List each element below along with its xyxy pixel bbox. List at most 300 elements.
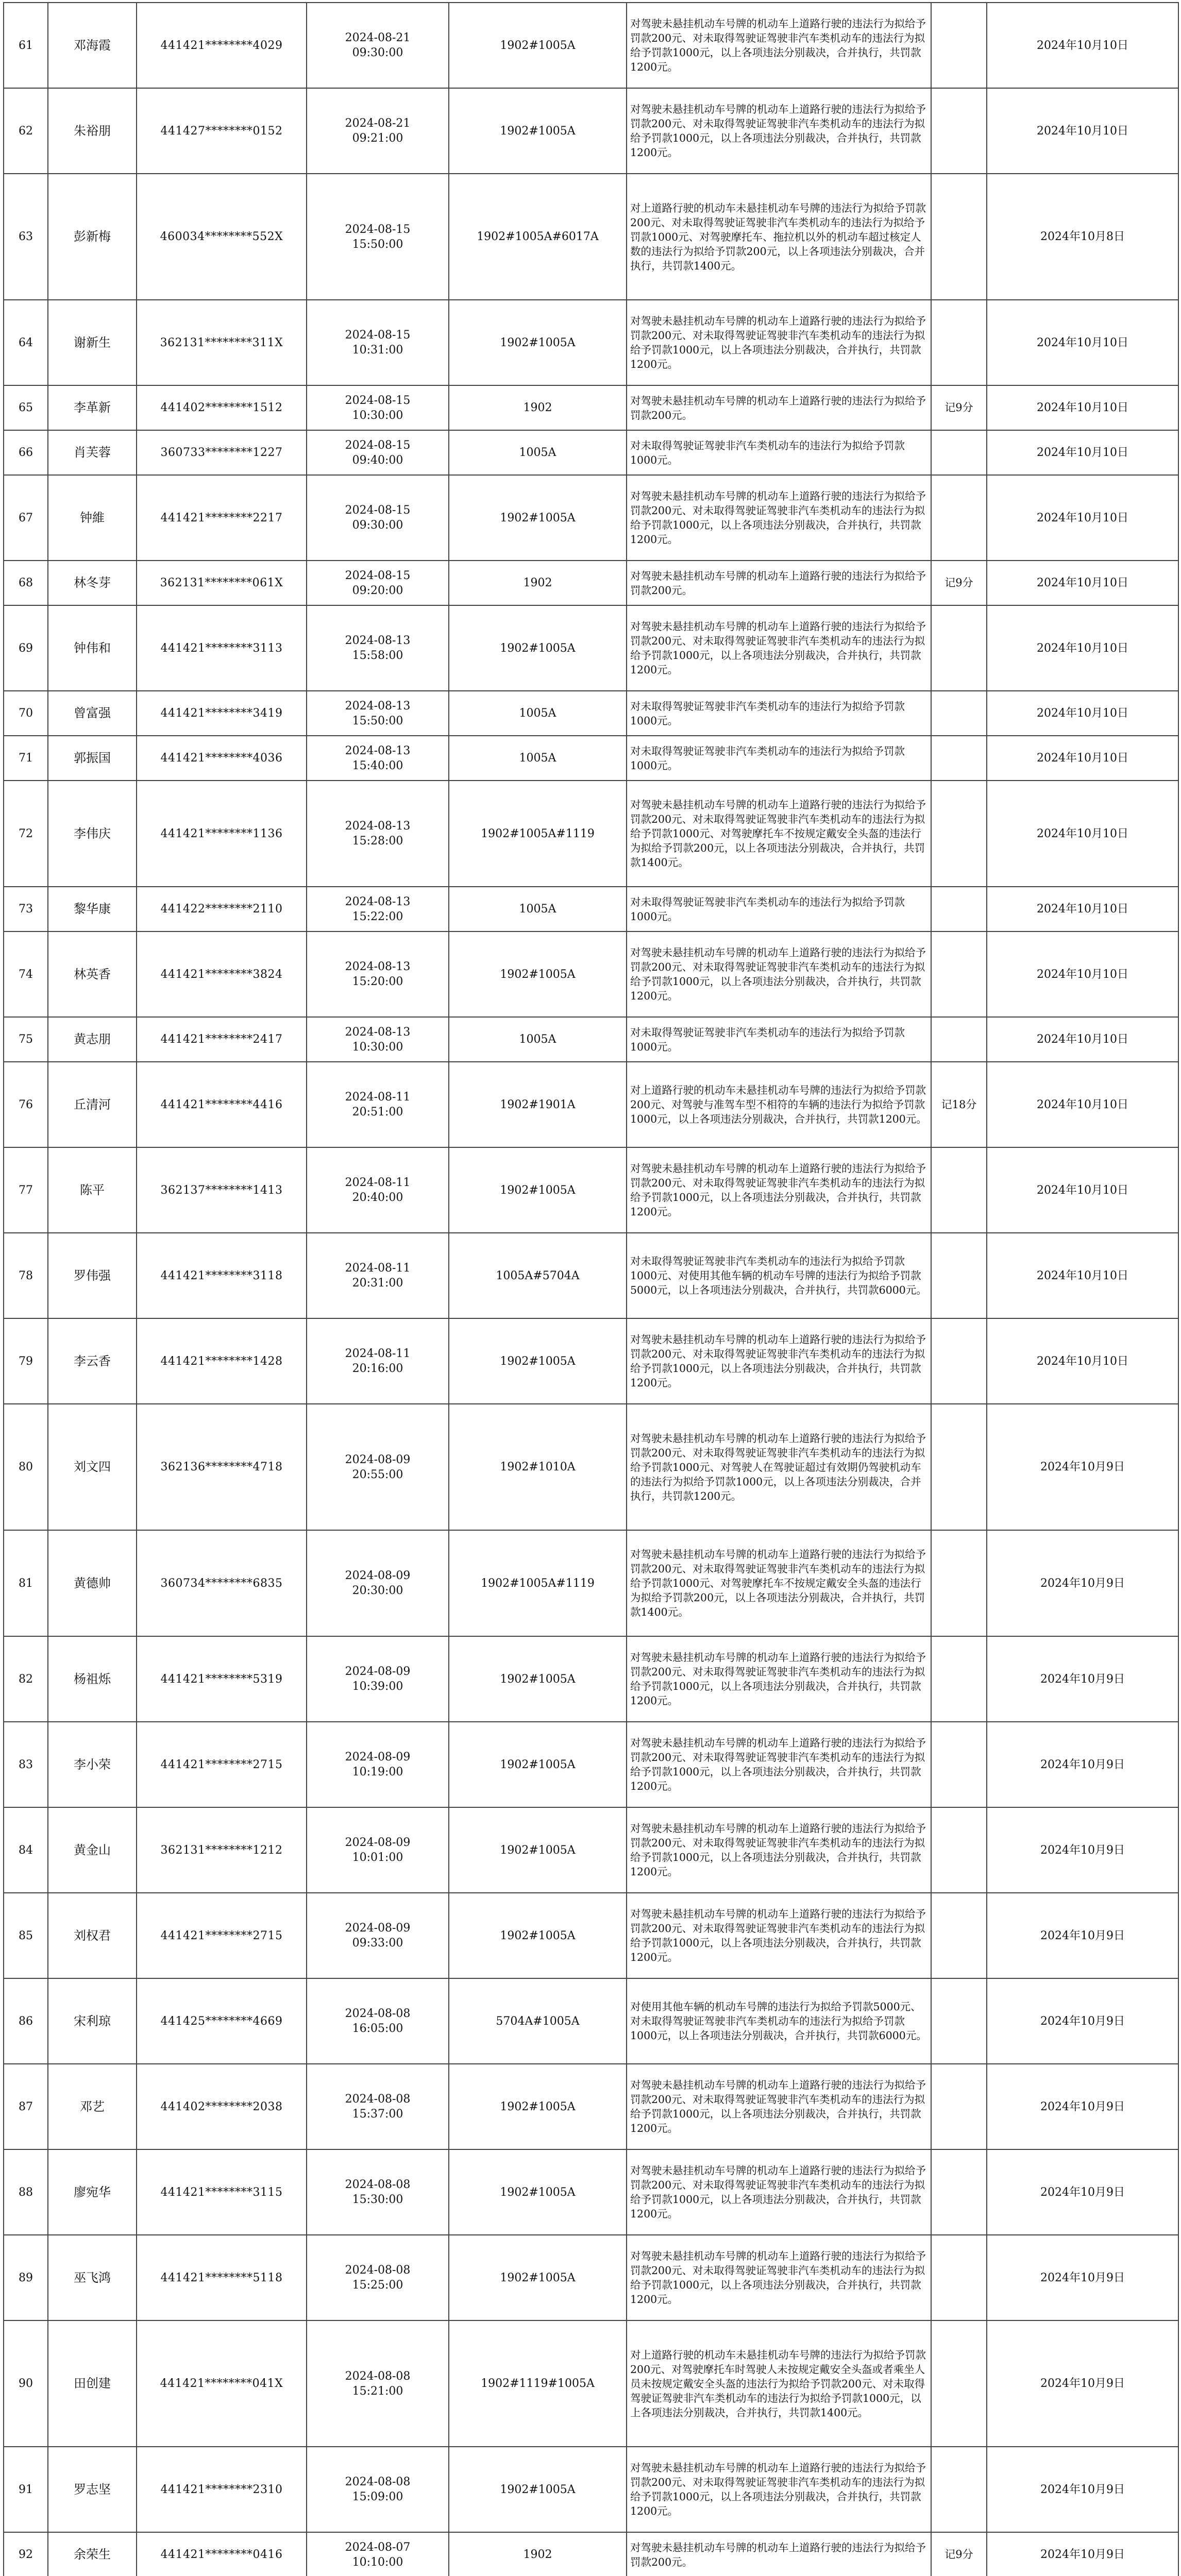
violation-time: 20:30:00 [352, 1584, 403, 1597]
violation-code: 1902 [449, 2532, 627, 2576]
table-row [4, 1530, 1178, 1636]
violation-date: 2024-08-21 [345, 117, 411, 130]
row-number: 61 [4, 3, 48, 88]
table-row [4, 1318, 1178, 1404]
table-row [4, 1233, 1178, 1318]
violation-code: 1005A [449, 887, 627, 931]
id-number: 441421********4029 [137, 3, 307, 88]
decision-date: 2024年10月9日 [987, 2064, 1178, 2149]
table-row [4, 300, 1178, 385]
decision-date: 2024年10月9日 [987, 1530, 1178, 1636]
person-name: 罗伟强 [48, 1233, 137, 1318]
violation-code: 1902#1005A#1119 [449, 781, 627, 887]
row-number: 62 [4, 88, 48, 174]
violation-code: 1902#1005A#1119 [449, 1530, 627, 1636]
person-name: 廖宛华 [48, 2149, 137, 2235]
violation-time: 15:40:00 [352, 759, 403, 772]
decision-date: 2024年10月10日 [987, 691, 1178, 736]
violation-datetime [307, 736, 449, 781]
violation-code: 1902#1119#1005A [449, 2320, 627, 2447]
violation-time: 15:09:00 [352, 2490, 403, 2503]
decision-date: 2024年10月9日 [987, 2532, 1178, 2576]
violation-description: 对驾驶未悬挂机动车号牌的机动车上道路行驶的违法行为拟给予罚款200元、对未取得驾驶证驾驶非汽车类机动车的违法行为拟给予罚款1000元，以上各项违法分别裁决，合并执行，共罚款1200元。 [627, 300, 931, 385]
table-row [4, 1893, 1178, 1978]
violation-code: 1005A#5704A [449, 1233, 627, 1318]
decision-date: 2024年10月10日 [987, 475, 1178, 561]
violation-datetime [307, 1807, 449, 1893]
table-row [4, 561, 1178, 605]
row-number: 84 [4, 1807, 48, 1893]
violation-datetime [307, 2149, 449, 2235]
violation-date: 2024-08-07 [345, 2540, 411, 2554]
violation-date: 2024-08-13 [345, 960, 411, 973]
person-name: 丘清河 [48, 1062, 137, 1147]
violation-datetime [307, 430, 449, 475]
id-number: 441421********0416 [137, 2532, 307, 2576]
row-number: 64 [4, 300, 48, 385]
violation-datetime [307, 1017, 449, 1062]
violation-time: 09:33:00 [352, 1937, 403, 1950]
person-name: 李小荣 [48, 1722, 137, 1807]
table-row [4, 1807, 1178, 1893]
violation-date: 2024-08-11 [345, 1262, 411, 1275]
violation-description: 对驾驶未悬挂机动车号牌的机动车上道路行驶的违法行为拟给予罚款200元、对未取得驾驶证驾驶非汽车类机动车的违法行为拟给予罚款1000元，以上各项违法分别裁决，合并执行，共罚款1200元。 [627, 1893, 931, 1978]
violation-time: 09:20:00 [352, 584, 403, 597]
violation-time: 15:25:00 [352, 2279, 403, 2292]
penalty-points [931, 781, 987, 887]
penalty-points [931, 887, 987, 931]
violation-time: 15:28:00 [352, 835, 403, 848]
violation-description: 对驾驶未悬挂机动车号牌的机动车上道路行驶的违法行为拟给予罚款200元、对未取得驾驶证驾驶非汽车类机动车的违法行为拟给予罚款1000元，以上各项违法分别裁决，合并执行，共罚款1200元。 [627, 2064, 931, 2149]
violation-code: 1902#1005A [449, 475, 627, 561]
violation-date: 2024-08-15 [345, 329, 411, 342]
id-number: 362131********311X [137, 300, 307, 385]
id-number: 362137********1413 [137, 1147, 307, 1233]
violation-datetime [307, 2532, 449, 2576]
violation-time: 20:16:00 [352, 1362, 403, 1375]
violation-description: 对驾驶未悬挂机动车号牌的机动车上道路行驶的违法行为拟给予罚款200元、对未取得驾驶证驾驶非汽车类机动车的违法行为拟给予罚款1000元，以上各项违法分别裁决，合并执行，共罚款1200元。 [627, 2447, 931, 2532]
decision-date: 2024年10月9日 [987, 2149, 1178, 2235]
violation-time: 10:01:00 [352, 1851, 403, 1864]
violation-datetime [307, 475, 449, 561]
penalty-points [931, 2064, 987, 2149]
row-number: 71 [4, 736, 48, 781]
violation-date: 2024-08-08 [345, 2476, 411, 2488]
id-number: 441421********1428 [137, 1318, 307, 1404]
penalty-points [931, 931, 987, 1017]
violation-time: 15:50:00 [352, 714, 403, 727]
violation-time: 10:10:00 [352, 2555, 403, 2569]
row-number: 79 [4, 1318, 48, 1404]
violation-time: 09:21:00 [352, 132, 403, 145]
id-number: 441421********4416 [137, 1062, 307, 1147]
violation-time: 10:39:00 [352, 1680, 403, 1693]
violation-time: 20:40:00 [352, 1191, 403, 1204]
table-row [4, 1404, 1178, 1530]
table-row [4, 2532, 1178, 2576]
penalty-points [931, 1147, 987, 1233]
violation-date: 2024-08-15 [345, 223, 411, 236]
violation-time: 20:31:00 [352, 1277, 403, 1290]
person-name: 黄金山 [48, 1807, 137, 1893]
row-number: 67 [4, 475, 48, 561]
violation-code: 1902#1005A [449, 1893, 627, 1978]
person-name: 黎华康 [48, 887, 137, 931]
violation-code: 1902#1005A [449, 2235, 627, 2320]
table-row [4, 887, 1178, 931]
table-row [4, 2320, 1178, 2447]
violation-datetime [307, 931, 449, 1017]
violation-code: 1902#1005A [449, 931, 627, 1017]
penalty-points [931, 2235, 987, 2320]
person-name: 李云香 [48, 1318, 137, 1404]
id-number: 362131********061X [137, 561, 307, 605]
penalty-table [3, 2, 1179, 2576]
violation-time: 10:19:00 [352, 1766, 403, 1778]
table-row [4, 3, 1178, 88]
violation-description: 对驾驶未悬挂机动车号牌的机动车上道路行驶的违法行为拟给予罚款200元。 [627, 385, 931, 430]
row-number: 75 [4, 1017, 48, 1062]
violation-description: 对驾驶未悬挂机动车号牌的机动车上道路行驶的违法行为拟给予罚款200元。 [627, 2532, 931, 2576]
violation-date: 2024-08-09 [345, 1836, 411, 1849]
table-row [4, 88, 1178, 174]
person-name: 朱裕朋 [48, 88, 137, 174]
table-row [4, 430, 1178, 475]
decision-date: 2024年10月10日 [987, 300, 1178, 385]
table-row [4, 1978, 1178, 2064]
penalty-points [931, 3, 987, 88]
violation-description: 对驾驶未悬挂机动车号牌的机动车上道路行驶的违法行为拟给予罚款200元、对未取得驾驶证驾驶非汽车类机动车的违法行为拟给予罚款1000元、对驾驶摩托车不按规定戴安全头盔的违法行为拟给予罚款200元，以上各项违法分别裁决，合并执行，共罚款1400元。 [627, 1530, 931, 1636]
penalty-points [931, 1530, 987, 1636]
violation-time: 16:05:00 [352, 2022, 403, 2035]
violation-description: 对驾驶未悬挂机动车号牌的机动车上道路行驶的违法行为拟给予罚款200元。 [627, 561, 931, 605]
penalty-points: 记18分 [931, 1062, 987, 1147]
violation-description: 对上道路行驶的机动车未悬挂机动车号牌的违法行为拟给予罚款200元、对驾驶摩托车时驾驶人未按规定戴安全头盔或者乘坐人员未按规定戴安全头盔的违法行为拟给予罚款200元、对未取得驾驶证驾驶非汽车类机动车的违法行为拟给予罚款1000元，以上各项违法分别裁决，合并执行，共罚款1400元。 [627, 2320, 931, 2447]
violation-time: 20:55:00 [352, 1468, 403, 1481]
penalty-points: 记9分 [931, 385, 987, 430]
id-number: 362136********4718 [137, 1404, 307, 1530]
violation-description: 对未取得驾驶证驾驶非汽车类机动车的违法行为拟给予罚款1000元。 [627, 691, 931, 736]
row-number: 82 [4, 1636, 48, 1722]
penalty-points [931, 2320, 987, 2447]
id-number: 441421********3824 [137, 931, 307, 1017]
person-name: 黄志朋 [48, 1017, 137, 1062]
penalty-points [931, 736, 987, 781]
decision-date: 2024年10月10日 [987, 385, 1178, 430]
violation-datetime [307, 2447, 449, 2532]
id-number: 360733********1227 [137, 430, 307, 475]
violation-date: 2024-08-11 [345, 1176, 411, 1189]
violation-description: 对驾驶未悬挂机动车号牌的机动车上道路行驶的违法行为拟给予罚款200元、对未取得驾驶证驾驶非汽车类机动车的违法行为拟给予罚款1000元，以上各项违法分别裁决，合并执行，共罚款1200元。 [627, 931, 931, 1017]
penalty-points [931, 1722, 987, 1807]
violation-time: 20:51:00 [352, 1106, 403, 1118]
decision-date: 2024年10月10日 [987, 561, 1178, 605]
violation-description: 对驾驶未悬挂机动车号牌的机动车上道路行驶的违法行为拟给予罚款200元、对未取得驾驶证驾驶非汽车类机动车的违法行为拟给予罚款1000元、对驾驶摩托车不按规定戴安全头盔的违法行为拟给予罚款200元，以上各项违法分别裁决，合并执行，共罚款1400元。 [627, 781, 931, 887]
id-number: 441421********3118 [137, 1233, 307, 1318]
row-number: 81 [4, 1530, 48, 1636]
penalty-points [931, 1807, 987, 1893]
violation-description: 对未取得驾驶证驾驶非汽车类机动车的违法行为拟给予罚款1000元。 [627, 736, 931, 781]
person-name: 肖芙蓉 [48, 430, 137, 475]
row-number: 88 [4, 2149, 48, 2235]
penalty-points [931, 430, 987, 475]
penalty-points [931, 605, 987, 691]
row-number: 89 [4, 2235, 48, 2320]
violation-time: 15:50:00 [352, 238, 403, 251]
violation-code: 1902#1005A [449, 300, 627, 385]
violation-datetime [307, 605, 449, 691]
violation-code: 1902#1005A [449, 88, 627, 174]
violation-description: 对驾驶未悬挂机动车号牌的机动车上道路行驶的违法行为拟给予罚款200元、对未取得驾驶证驾驶非汽车类机动车的违法行为拟给予罚款1000元，以上各项违法分别裁决，合并执行，共罚款1200元。 [627, 605, 931, 691]
violation-datetime [307, 1404, 449, 1530]
violation-description: 对未取得驾驶证驾驶非汽车类机动车的违法行为拟给予罚款1000元。 [627, 887, 931, 931]
decision-date: 2024年10月9日 [987, 2320, 1178, 2447]
decision-date: 2024年10月10日 [987, 1062, 1178, 1147]
violation-code: 1902#1005A [449, 605, 627, 691]
id-number: 441422********2110 [137, 887, 307, 931]
person-name: 郭振国 [48, 736, 137, 781]
person-name: 刘权君 [48, 1893, 137, 1978]
violation-description: 对驾驶未悬挂机动车号牌的机动车上道路行驶的违法行为拟给予罚款200元、对未取得驾驶证驾驶非汽车类机动车的违法行为拟给予罚款1000元，以上各项违法分别裁决，合并执行，共罚款1200元。 [627, 1636, 931, 1722]
table-row [4, 1062, 1178, 1147]
violation-code: 1902#1005A [449, 2064, 627, 2149]
person-name: 巫飞鸿 [48, 2235, 137, 2320]
row-number: 63 [4, 174, 48, 300]
violation-datetime [307, 1893, 449, 1978]
person-name: 曾富强 [48, 691, 137, 736]
id-number: 441421********2310 [137, 2447, 307, 2532]
penalty-points [931, 691, 987, 736]
violation-datetime [307, 887, 449, 931]
person-name: 钟伟和 [48, 605, 137, 691]
id-number: 441427********0152 [137, 88, 307, 174]
row-number: 70 [4, 691, 48, 736]
violation-datetime [307, 1147, 449, 1233]
violation-date: 2024-08-09 [345, 1453, 411, 1466]
violation-datetime [307, 385, 449, 430]
person-name: 彭新梅 [48, 174, 137, 300]
penalty-points: 记9分 [931, 2532, 987, 2576]
violation-date: 2024-08-13 [345, 820, 411, 833]
person-name: 李伟庆 [48, 781, 137, 887]
decision-date: 2024年10月10日 [987, 88, 1178, 174]
penalty-points [931, 2149, 987, 2235]
penalty-points [931, 2447, 987, 2532]
decision-date: 2024年10月10日 [987, 1147, 1178, 1233]
decision-date: 2024年10月10日 [987, 1017, 1178, 1062]
violation-datetime [307, 1722, 449, 1807]
id-number: 441421********4036 [137, 736, 307, 781]
violation-code: 1902#1005A [449, 1722, 627, 1807]
violation-datetime [307, 561, 449, 605]
violation-time: 15:37:00 [352, 2108, 403, 2121]
decision-date: 2024年10月10日 [987, 887, 1178, 931]
violation-description: 对驾驶未悬挂机动车号牌的机动车上道路行驶的违法行为拟给予罚款200元、对未取得驾驶证驾驶非汽车类机动车的违法行为拟给予罚款1000元，以上各项违法分别裁决，合并执行，共罚款1200元。 [627, 3, 931, 88]
violation-time: 10:30:00 [352, 409, 403, 422]
decision-date: 2024年10月10日 [987, 781, 1178, 887]
violation-time: 10:31:00 [352, 344, 403, 357]
row-number: 69 [4, 605, 48, 691]
decision-date: 2024年10月10日 [987, 931, 1178, 1017]
violation-datetime [307, 2320, 449, 2447]
violation-description: 对未取得驾驶证驾驶非汽车类机动车的违法行为拟给予罚款1000元。 [627, 1017, 931, 1062]
violation-description: 对驾驶未悬挂机动车号牌的机动车上道路行驶的违法行为拟给予罚款200元、对未取得驾驶证驾驶非汽车类机动车的违法行为拟给予罚款1000元，以上各项违法分别裁决，合并执行，共罚款1200元。 [627, 1147, 931, 1233]
violation-date: 2024-08-15 [345, 569, 411, 582]
penalty-points [931, 1893, 987, 1978]
table-row [4, 1147, 1178, 1233]
table-row [4, 1636, 1178, 1722]
table-row [4, 605, 1178, 691]
person-name: 陈平 [48, 1147, 137, 1233]
person-name: 刘文四 [48, 1404, 137, 1530]
row-number: 80 [4, 1404, 48, 1530]
row-number: 78 [4, 1233, 48, 1318]
person-name: 余荣生 [48, 2532, 137, 2576]
violation-code: 1902#1901A [449, 1062, 627, 1147]
id-number: 441421********3419 [137, 691, 307, 736]
table-row [4, 691, 1178, 736]
person-name: 宋利琼 [48, 1978, 137, 2064]
violation-code: 1902#1005A [449, 1318, 627, 1404]
row-number: 65 [4, 385, 48, 430]
table-row [4, 1722, 1178, 1807]
id-number: 441421********5118 [137, 2235, 307, 2320]
penalty-points [931, 1404, 987, 1530]
violation-date: 2024-08-09 [345, 1569, 411, 1582]
row-number: 66 [4, 430, 48, 475]
violation-datetime [307, 1978, 449, 2064]
decision-date: 2024年10月9日 [987, 1893, 1178, 1978]
row-number: 77 [4, 1147, 48, 1233]
table-row [4, 2149, 1178, 2235]
penalty-points [931, 1017, 987, 1062]
id-number: 441421********1136 [137, 781, 307, 887]
violation-description: 对使用其他车辆的机动车号牌的违法行为拟给予罚款5000元、对未取得驾驶证驾驶非汽车类机动车的违法行为拟给予罚款1000元，以上各项违法分别裁决，合并执行，共罚款6000元。 [627, 1978, 931, 2064]
row-number: 73 [4, 887, 48, 931]
violation-time: 09:30:00 [352, 519, 403, 532]
violation-date: 2024-08-21 [345, 31, 411, 44]
table-row [4, 736, 1178, 781]
violation-code: 5704A#1005A [449, 1978, 627, 2064]
decision-date: 2024年10月8日 [987, 174, 1178, 300]
violation-code: 1005A [449, 430, 627, 475]
violation-datetime [307, 1233, 449, 1318]
violation-description: 对驾驶未悬挂机动车号牌的机动车上道路行驶的违法行为拟给予罚款200元、对未取得驾驶证驾驶非汽车类机动车的违法行为拟给予罚款1000元，以上各项违法分别裁决，合并执行，共罚款1200元。 [627, 1318, 931, 1404]
person-name: 钟維 [48, 475, 137, 561]
person-name: 罗志坚 [48, 2447, 137, 2532]
person-name: 邓海霞 [48, 3, 137, 88]
violation-code: 1005A [449, 1017, 627, 1062]
decision-date: 2024年10月9日 [987, 1722, 1178, 1807]
person-name: 谢新生 [48, 300, 137, 385]
decision-date: 2024年10月10日 [987, 1233, 1178, 1318]
row-number: 92 [4, 2532, 48, 2576]
penalty-points [931, 1233, 987, 1318]
id-number: 441402********2038 [137, 2064, 307, 2149]
id-number: 441402********1512 [137, 385, 307, 430]
violation-code: 1902#1005A [449, 1147, 627, 1233]
id-number: 441421********5319 [137, 1636, 307, 1722]
row-number: 86 [4, 1978, 48, 2064]
violation-date: 2024-08-08 [345, 2264, 411, 2277]
violation-time: 09:30:00 [352, 46, 403, 59]
violation-date: 2024-08-13 [345, 895, 411, 908]
row-number: 91 [4, 2447, 48, 2532]
violation-datetime [307, 781, 449, 887]
violation-date: 2024-08-13 [345, 744, 411, 757]
violation-code: 1902#1005A#6017A [449, 174, 627, 300]
violation-code: 1902 [449, 385, 627, 430]
penalty-points [931, 1978, 987, 2064]
violation-description: 对驾驶未悬挂机动车号牌的机动车上道路行驶的违法行为拟给予罚款200元、对未取得驾驶证驾驶非汽车类机动车的违法行为拟给予罚款1000元、对驾驶人在驾驶证超过有效期仍驾驶机动车的违法行为拟给予罚款1000元，以上各项违法分别裁决，合并执行，共罚款1200元。 [627, 1404, 931, 1530]
penalty-points [931, 174, 987, 300]
person-name: 杨祖烁 [48, 1636, 137, 1722]
violation-code: 1902#1005A [449, 3, 627, 88]
violation-datetime [307, 88, 449, 174]
violation-time: 15:30:00 [352, 2193, 403, 2206]
violation-time: 15:22:00 [352, 910, 403, 923]
table-row [4, 174, 1178, 300]
violation-date: 2024-08-11 [345, 1091, 411, 1104]
violation-code: 1902#1005A [449, 1807, 627, 1893]
violation-time: 15:21:00 [352, 2384, 403, 2398]
violation-code: 1902#1010A [449, 1404, 627, 1530]
id-number: 441425********4669 [137, 1978, 307, 2064]
violation-datetime [307, 300, 449, 385]
id-number: 441421********3113 [137, 605, 307, 691]
violation-code: 1005A [449, 736, 627, 781]
violation-description: 对未取得驾驶证驾驶非汽车类机动车的违法行为拟给予罚款1000元、对使用其他车辆的机动车号牌的违法行为拟给予罚款5000元，以上各项违法分别裁决，合并执行，共罚款6000元。 [627, 1233, 931, 1318]
violation-code: 1902#1005A [449, 2447, 627, 2532]
row-number: 74 [4, 931, 48, 1017]
penalty-points [931, 300, 987, 385]
row-number: 68 [4, 561, 48, 605]
decision-date: 2024年10月10日 [987, 1318, 1178, 1404]
violation-date: 2024-08-09 [345, 1665, 411, 1678]
violation-code: 1902#1005A [449, 1636, 627, 1722]
id-number: 360734********6835 [137, 1530, 307, 1636]
decision-date: 2024年10月10日 [987, 605, 1178, 691]
violation-time: 15:58:00 [352, 649, 403, 662]
violation-datetime [307, 3, 449, 88]
violation-description: 对上道路行驶的机动车未悬挂机动车号牌的违法行为拟给予罚款200元、对未取得驾驶证驾驶非汽车类机动车的违法行为拟给予罚款1000元、对驾驶摩托车、拖拉机以外的机动车超过核定人数的违法行为拟给予罚款200元，以上各项违法分别裁决，合并执行，共罚款1400元。 [627, 174, 931, 300]
row-number: 72 [4, 781, 48, 887]
id-number: 441421********041X [137, 2320, 307, 2447]
person-name: 李革新 [48, 385, 137, 430]
decision-date: 2024年10月9日 [987, 1636, 1178, 1722]
violation-datetime [307, 1636, 449, 1722]
violation-description: 对驾驶未悬挂机动车号牌的机动车上道路行驶的违法行为拟给予罚款200元、对未取得驾驶证驾驶非汽车类机动车的违法行为拟给予罚款1000元，以上各项违法分别裁决，合并执行，共罚款1200元。 [627, 1807, 931, 1893]
decision-date: 2024年10月9日 [987, 1807, 1178, 1893]
row-number: 76 [4, 1062, 48, 1147]
id-number: 441421********2715 [137, 1893, 307, 1978]
violation-date: 2024-08-09 [345, 1751, 411, 1764]
table-row [4, 475, 1178, 561]
id-number: 460034********552X [137, 174, 307, 300]
violation-description: 对上道路行驶的机动车未悬挂机动车号牌的违法行为拟给予罚款200元、对驾驶与准驾车型不相符的车辆的违法行为拟给予罚款1000元，以上各项违法分别裁决，合并执行，共罚款1200元。 [627, 1062, 931, 1147]
violation-date: 2024-08-15 [345, 504, 411, 517]
violation-datetime [307, 2235, 449, 2320]
person-name: 林英香 [48, 931, 137, 1017]
table-row [4, 2064, 1178, 2149]
violation-description: 对驾驶未悬挂机动车号牌的机动车上道路行驶的违法行为拟给予罚款200元、对未取得驾驶证驾驶非汽车类机动车的违法行为拟给予罚款1000元，以上各项违法分别裁决，合并执行，共罚款1200元。 [627, 2149, 931, 2235]
violation-date: 2024-08-09 [345, 1922, 411, 1935]
id-number: 362131********1212 [137, 1807, 307, 1893]
decision-date: 2024年10月10日 [987, 736, 1178, 781]
violation-code: 1902#1005A [449, 2149, 627, 2235]
person-name: 林冬芽 [48, 561, 137, 605]
violation-date: 2024-08-13 [345, 634, 411, 647]
